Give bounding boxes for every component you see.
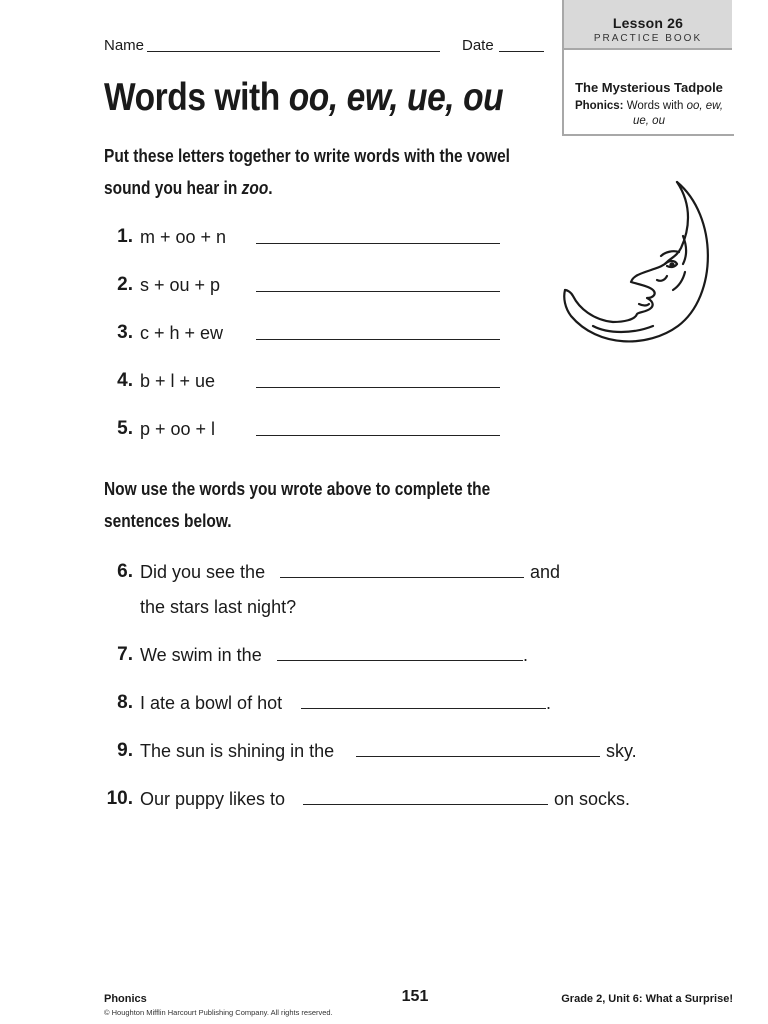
instructions-line2-text: sound you hear in [104,178,238,198]
lesson-box [562,0,732,50]
sentence-blank[interactable] [280,577,524,578]
instructions-part2 [104,473,490,537]
answer-blank[interactable] [256,243,500,244]
item-prompt: m + oo + n [140,227,227,247]
sentence-start: The sun is shining in the [140,741,335,761]
sentence-blank[interactable] [277,660,523,661]
instructions-line2 [104,172,510,204]
item-number: 2. [117,274,133,295]
answer-blank[interactable] [256,339,500,340]
name-field[interactable] [147,51,440,52]
sentence-end: on socks. [554,789,631,809]
lesson-title: Lesson 26 [612,15,684,31]
title-prefix: Words with [104,76,280,119]
instructions-keyword: zoo [241,178,269,198]
instructions-line1: Now use the words you wrote above to complete the [104,479,491,499]
title-patterns: oo, ew, ue, ou [288,76,504,119]
instructions-part1 [104,140,510,204]
item-number: 3. [117,322,133,343]
name-label: Name [104,37,145,54]
sentence-end: and [530,562,561,582]
footer-subject: Phonics [104,993,147,1005]
item-prompt: s + ou + p [140,275,221,295]
story-title: The Mysterious Tadpole [575,80,723,95]
item-prompt: c + h + ew [140,323,224,343]
story-phonics [564,99,734,129]
sentence-end: . [546,693,552,713]
answer-blank[interactable] [256,435,500,436]
instructions-period: . [268,178,273,198]
sentence-blank[interactable] [303,804,548,805]
sentence-end: sky. [606,741,637,761]
sentence-blank[interactable] [301,708,546,709]
phonics-patterns: oo, ew, ue, ou [633,100,724,127]
date-field[interactable] [499,51,544,52]
item-number: 7. [117,644,133,665]
sentence-start: We swim in the [140,645,262,665]
date-label: Date [462,37,494,54]
item-number: 8. [117,692,133,713]
item-number: 9. [117,740,133,761]
footer-copyright: © Houghton Mifflin Harcourt Publishing Company. All rights reserved. [104,1008,333,1017]
item-number: 5. [117,418,133,439]
item-number: 10. [106,788,133,809]
crescent-moon-face-icon [553,176,713,361]
sentence-start: Did you see the [140,562,266,582]
page-number: 151 [401,988,429,1005]
instructions-line2: sentences below. [104,511,232,531]
item-number: 4. [117,370,133,391]
item-prompt: p + oo + l [140,419,216,439]
sentence-blank[interactable] [356,756,600,757]
answer-blank[interactable] [256,291,500,292]
instructions-line1: Put these letters together to write words with the vowel [104,146,510,166]
item-prompt: b + l + ue [140,371,216,391]
item-number: 1. [117,226,133,247]
sentence-continuation: the stars last night? [140,597,297,617]
page-title [104,76,503,120]
lesson-subtitle: PRACTICE BOOK [593,33,703,44]
footer-unit: Grade 2, Unit 6: What a Surprise! [561,993,733,1005]
phonics-text: Words with [626,100,684,112]
sentence-start: Our puppy likes to [140,789,286,809]
item-number: 6. [117,561,133,582]
phonics-label: Phonics: [574,100,624,112]
sentence-start: I ate a bowl of hot [140,693,283,713]
sentence-end: . [523,645,529,665]
story-box [562,50,734,136]
answer-blank[interactable] [256,387,500,388]
